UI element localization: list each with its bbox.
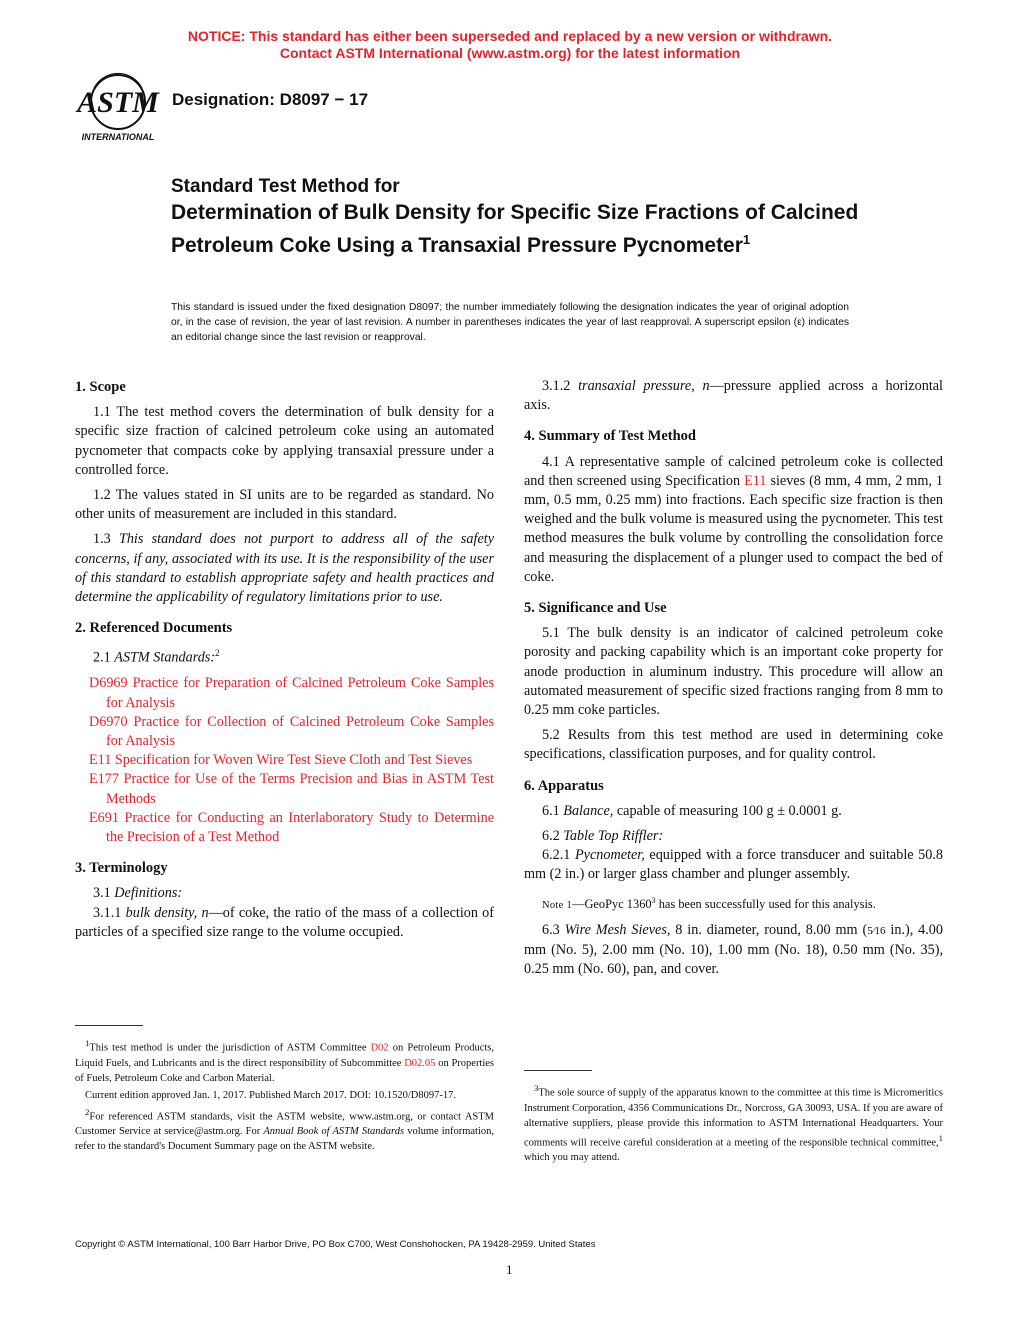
- scope-1-1: 1.1 The test method covers the determination of bulk density for a specific size fraction of calcined petroleum coke using an automated pycnometer that compacts coke by applying transaxial pressure under a controlled force.: [75, 404, 494, 478]
- apparatus-sieves: Wire Mesh Sieves,: [564, 922, 671, 938]
- apparatus-6-1: [524, 802, 943, 821]
- ref-code[interactable]: E691: [89, 809, 119, 826]
- left-column: [75, 366, 494, 948]
- significance-heading: 5. Significance and Use: [524, 600, 667, 617]
- ref-e691[interactable]: [75, 809, 494, 847]
- subcommittee-d02-05-link[interactable]: D02.05: [404, 1057, 436, 1069]
- terminology-3-1-text: Definitions:: [114, 885, 183, 902]
- terminology-3-1-2-num: 3.1.2: [542, 378, 571, 394]
- ref-d6970[interactable]: [75, 713, 494, 751]
- scope-heading: 1. Scope: [75, 379, 126, 395]
- referenced-footnote-marker: 2: [215, 648, 220, 659]
- fraction-5-16: 5⁄16: [867, 925, 886, 937]
- document-title: [171, 175, 871, 259]
- scope-1-3: [75, 530, 494, 607]
- title-main-text: Determination of Bulk Density for Specific Size Fractions of Calcined Petroleum Coke Using a Transaxial Pressure Pycnometer: [171, 201, 859, 257]
- note-rest: has been successfully used for this analysis.: [658, 896, 876, 911]
- ref-code[interactable]: D6969: [89, 675, 128, 692]
- apparatus-6-2-1-text: equipped with a force transducer and suitable 50.8 mm (2 in.) or larger glass chamber and plunger assembly.: [524, 847, 944, 883]
- ref-title[interactable]: Specification for Woven Wire Test Sieve Cloth and Test Sieves: [114, 752, 473, 769]
- scope-1-3-text: This standard does not purport to address all of the safety concerns, if any, associated with its use. It is the responsibility of the user of this standard to establish appropriate safety and health practices and determine the applicability of regulatory limitations prior to use.: [75, 531, 494, 606]
- footnote-rule-left: [75, 1025, 143, 1026]
- term-transaxial-pressure: transaxial pressure, n: [578, 378, 710, 394]
- apparatus-6-3: [524, 921, 943, 980]
- copyright: Copyright © ASTM International, 100 Barr Harbor Drive, PO Box C700, West Conshohocken, PA 19428-2959. United States: [75, 1239, 596, 1250]
- terminology-3-1-2-text: —pressure applied across a horizontal axis.: [524, 378, 943, 414]
- summary-4-1-text-a: 4.1 A representative sample of calcined petroleum coke is collected and then screened using Specification: [524, 453, 943, 489]
- footnote-2-marker: 2: [85, 1106, 90, 1117]
- ref-e177[interactable]: [75, 770, 494, 808]
- notice-line-1: NOTICE: This standard has either been superseded and replaced by a new version or withdrawn.: [187, 28, 833, 44]
- footnote-2-italic: Annual Book of ASTM Standards: [263, 1126, 405, 1137]
- page-number: 1: [506, 1262, 513, 1277]
- footnote-2-text-a: For referenced ASTM standards, visit the ASTM website, www.astm.org, or contact ASTM Customer Service at service@astm.org. For: [75, 1111, 494, 1137]
- ref-title[interactable]: Practice for Use of the Terms Precision and Bias in ASTM Test Methods: [106, 771, 494, 807]
- apparatus-balance: Balance,: [563, 802, 614, 819]
- footnote-rule-right: [524, 1070, 592, 1071]
- terminology-3-1-1: [75, 904, 494, 942]
- astm-logo: [72, 72, 164, 146]
- apparatus-6-3-text-a: 8 in. diameter, round, 8.00 mm (: [675, 922, 868, 938]
- title-footnote-marker: 1: [742, 232, 751, 247]
- footnote-2-text-b: volume information, refer to the standard's Document Summary page on the ASTM website.: [75, 1126, 494, 1152]
- logo-subtext: INTERNATIONAL: [81, 132, 155, 142]
- apparatus-6-2: [524, 827, 943, 846]
- terminology-3-1: [75, 884, 494, 903]
- footnote-1-text-a: This test method is under the jurisdiction of ASTM Committee: [89, 1042, 367, 1054]
- terminology-3-1-num: 3.1: [93, 885, 111, 902]
- significance-5-1: 5.1 The bulk density is an indicator of calcined petroleum coke porosity and packing capability which is an important coke property for anode production in aluminum industry. This procedure will allow an automated measurement of specific sized fractions ranging from 8 mm to 0.25 mm coke particles.: [524, 625, 943, 719]
- apparatus-6-2-num: 6.2: [542, 828, 560, 845]
- ref-code[interactable]: D6970: [89, 713, 128, 730]
- terminology-3-1-1-text: —of coke, the ratio of the mass of a collection of particles of a specified size range to the volume occupied.: [75, 904, 494, 940]
- ref-title[interactable]: Practice for Conducting an Interlaboratory Study to Determine the Precision of a Test Method: [106, 809, 494, 845]
- title-main: [171, 199, 871, 259]
- ref-title[interactable]: Practice for Preparation of Calcined Petroleum Coke Samples for Analysis: [106, 675, 495, 711]
- scope-1-3-num: 1.3: [93, 531, 111, 548]
- scope-1-2: 1.2 The values stated in SI units are to be regarded as standard. No other units of measurement are included in this standard.: [75, 487, 494, 523]
- ref-code[interactable]: E11: [89, 752, 112, 769]
- footnote-3-text-b: which you may attend.: [524, 1152, 620, 1163]
- apparatus-6-3-text-b: in.), 4.00 mm (No. 5), 2.00 mm (No. 10), 1.00 mm (No. 18), 0.50 mm (No. 35), 0.25 mm (No. 60), pan, and cover.: [524, 922, 943, 978]
- terminology-heading: 3. Terminology: [75, 860, 168, 877]
- right-column: [524, 377, 943, 986]
- apparatus-6-2-1: [524, 846, 943, 884]
- summary-4-1-text-b: sieves (8 mm, 4 mm, 2 mm, 1 mm, 0.5 mm, 0.25 mm) into fractions. Each specific size fraction is then weighed and the bulk volume is measured using the pycnometer. This test method measures the bulk volume by controlling the consolidation force and measuring the displacement of a plunger used to compact the bed of coke.: [524, 472, 944, 585]
- referenced-2-1-num: 2.1: [93, 650, 111, 667]
- designation: Designation: D8097 − 17: [172, 90, 369, 109]
- ref-d6969[interactable]: [75, 674, 494, 712]
- astm-logo-icon: [72, 72, 164, 146]
- apparatus-6-3-num: 6.3: [542, 922, 560, 938]
- title-line-1: Standard Test Method for: [171, 176, 400, 197]
- superseded-notice: [0, 28, 1020, 62]
- summary-heading: 4. Summary of Test Method: [524, 428, 696, 445]
- footnote-2: [75, 1105, 494, 1155]
- standard-note: This standard is issued under the fixed designation D8097; the number immediately following the designation indicates the year of original adoption or, in the case of revision, the year of last revision. A number in parentheses indicates the year of last reapproval. A superscript epsilon (ε) indicates an editorial change since the last revision or reapproval.: [171, 302, 849, 343]
- apparatus-riffler: Table Top Riffler:: [563, 828, 664, 845]
- footnotes-right: [524, 1081, 943, 1167]
- note-text: —GeoPyc 1360: [572, 896, 652, 911]
- apparatus-heading: 6. Apparatus: [524, 777, 604, 794]
- apparatus-pycnometer: Pycnometer,: [575, 847, 645, 864]
- significance-5-2: 5.2 Results from this test method are used in determining coke specifications, classification purposes, and for quality control.: [524, 727, 943, 763]
- terminology-3-1-1-num: 3.1.1: [93, 904, 122, 921]
- apparatus-6-1-text: capable of measuring 100 g ± 0.0001 g.: [616, 802, 842, 819]
- footnote-1-edition: Current edition approved Jan. 1, 2017. Published March 2017. DOI: 10.1520/D8097-17.: [85, 1089, 456, 1101]
- referenced-2-1: [75, 644, 494, 668]
- ref-title[interactable]: Practice for Collection of Calcined Petroleum Coke Samples for Analysis: [106, 713, 495, 749]
- spec-e11-link[interactable]: E11: [744, 472, 767, 489]
- footnote-3: [524, 1081, 943, 1165]
- term-bulk-density: bulk density, n: [125, 904, 209, 921]
- notice-line-2: Contact ASTM International (www.astm.org) for the latest information: [279, 45, 741, 61]
- footnote-3-marker: 3: [534, 1083, 539, 1093]
- footnote-3-ref-marker: 1: [938, 1132, 943, 1143]
- note-footnote-marker: 3: [651, 895, 656, 905]
- footnotes-left: [75, 1036, 494, 1156]
- apparatus-6-1-num: 6.1: [542, 802, 560, 819]
- apparatus-note-1: [524, 891, 943, 915]
- apparatus-6-2-1-num: 6.2.1: [542, 847, 571, 864]
- ref-code[interactable]: E177: [89, 771, 119, 788]
- referenced-heading: 2. Referenced Documents: [75, 620, 233, 637]
- footnote-3-text-a: The sole source of supply of the apparatus known to the committee at this time is Micromeritics Instrument Corporation, 4356 Communications Dr., Norcross, GA 30093, USA. If you are aware of alternative suppliers, please provide this information to ASTM International Headquarters. Your comments will receive careful consideration at a meeting of the responsible technical committee,: [524, 1087, 943, 1148]
- logo-text: ASTM: [77, 86, 159, 119]
- footnote-1-text-b: on Petroleum Products, Liquid Fuels, and Lubricants and is the direct responsibility of Subcommittee: [75, 1042, 494, 1069]
- note-label: Note 1: [542, 899, 573, 911]
- terminology-3-1-2: [524, 377, 943, 415]
- committee-d02-link[interactable]: D02: [370, 1042, 389, 1054]
- referenced-2-1-text: ASTM Standards:: [114, 650, 216, 667]
- footnote-1-text-c: on Properties of Fuels, Petroleum Coke and Carbon Material.: [75, 1057, 495, 1084]
- footnote-1: [75, 1036, 494, 1086]
- summary-4-1: [524, 453, 943, 587]
- ref-e11[interactable]: [75, 751, 494, 770]
- footnote-1-marker: 1: [85, 1038, 90, 1048]
